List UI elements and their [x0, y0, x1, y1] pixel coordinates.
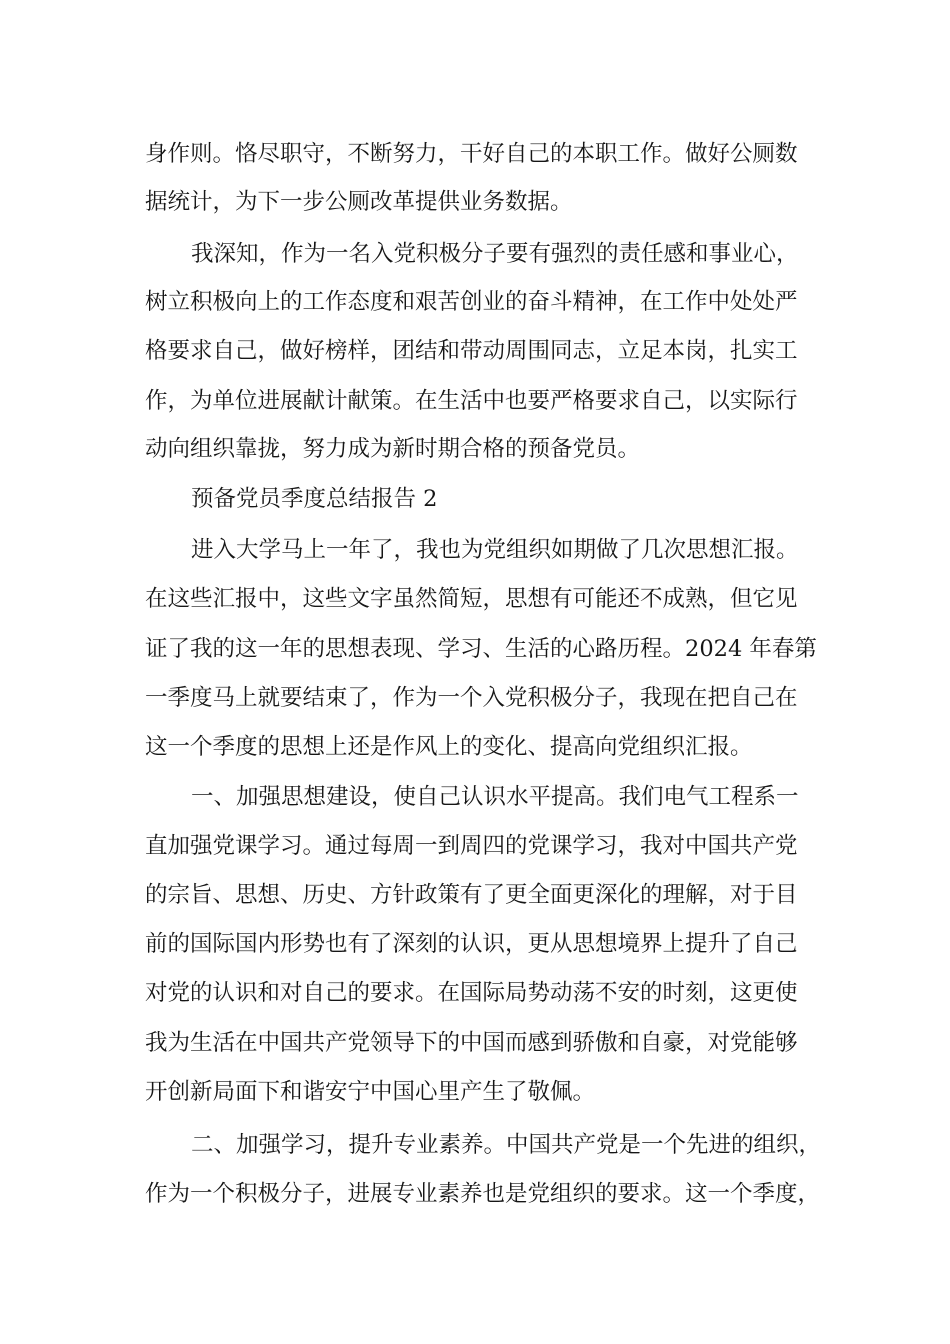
paragraph-first-line: 一、加强思想建设，使自己认识水平提高。我们电气工程系一	[191, 784, 799, 810]
body-text-line: 在这些汇报中，这些文字虽然简短，思想有可能还不成熟，但它见	[145, 586, 798, 612]
body-text-line: 作为一个积极分子，进展专业素养也是党组织的要求。这一个季度，	[145, 1181, 821, 1207]
body-text-line: 我为生活在中国共产党领导下的中国而感到骄傲和自豪，对党能够	[145, 1030, 798, 1056]
body-text-line: 动向组织靠拢，努力成为新时期合格的预备党员。	[145, 436, 641, 462]
body-text-line: 对党的认识和对自己的要求。在国际局势动荡不安的时刻，这更使	[145, 980, 798, 1006]
body-text-line: 这一个季度的思想上还是作风上的变化、提高向党组织汇报。	[145, 734, 753, 760]
body-text-line: 据统计，为下一步公厕改革提供业务数据。	[145, 189, 573, 215]
body-text-line: 前的国际国内形势也有了深刻的认识，更从思想境界上提升了自己	[145, 931, 798, 957]
body-text-line: 树立积极向上的工作态度和艰苦创业的奋斗精神，在工作中处处严	[145, 289, 798, 315]
body-text-line: 直加强党课学习。通过每周一到周四的党课学习，我对中国共产党	[145, 833, 798, 859]
paragraph-first-line: 二、加强学习，提升专业素养。中国共产党是一个先进的组织，	[191, 1132, 822, 1158]
body-text-line: 一季度马上就要结束了，作为一个入党积极分子，我现在把自己在	[145, 685, 798, 711]
body-text-line: 的宗旨、思想、历史、方针政策有了更全面更深化的理解，对于目	[145, 882, 798, 908]
paragraph-first-line: 进入大学马上一年了，我也为党组织如期做了几次思想汇报。	[191, 537, 799, 563]
body-text-line: 身作则。恪尽职守，不断努力，干好自己的本职工作。做好公厕数	[145, 141, 798, 167]
body-text-line: 格要求自己，做好榜样，团结和带动周围同志，立足本岗，扎实工	[145, 338, 798, 364]
body-text-line: 作，为单位进展献计献策。在生活中也要严格要求自己，以实际行	[145, 388, 798, 414]
body-text-line: 开创新局面下和谐安宁中国心里产生了敬佩。	[145, 1079, 596, 1105]
paragraph-first-line: 我深知，作为一名入党积极分子要有强烈的责任感和事业心，	[191, 241, 799, 267]
body-text-line: 证了我的这一年的思想表现、学习、生活的心路历程。2024 年春第	[145, 636, 817, 662]
section-heading: 预备党员季度总结报告 2	[191, 486, 438, 512]
